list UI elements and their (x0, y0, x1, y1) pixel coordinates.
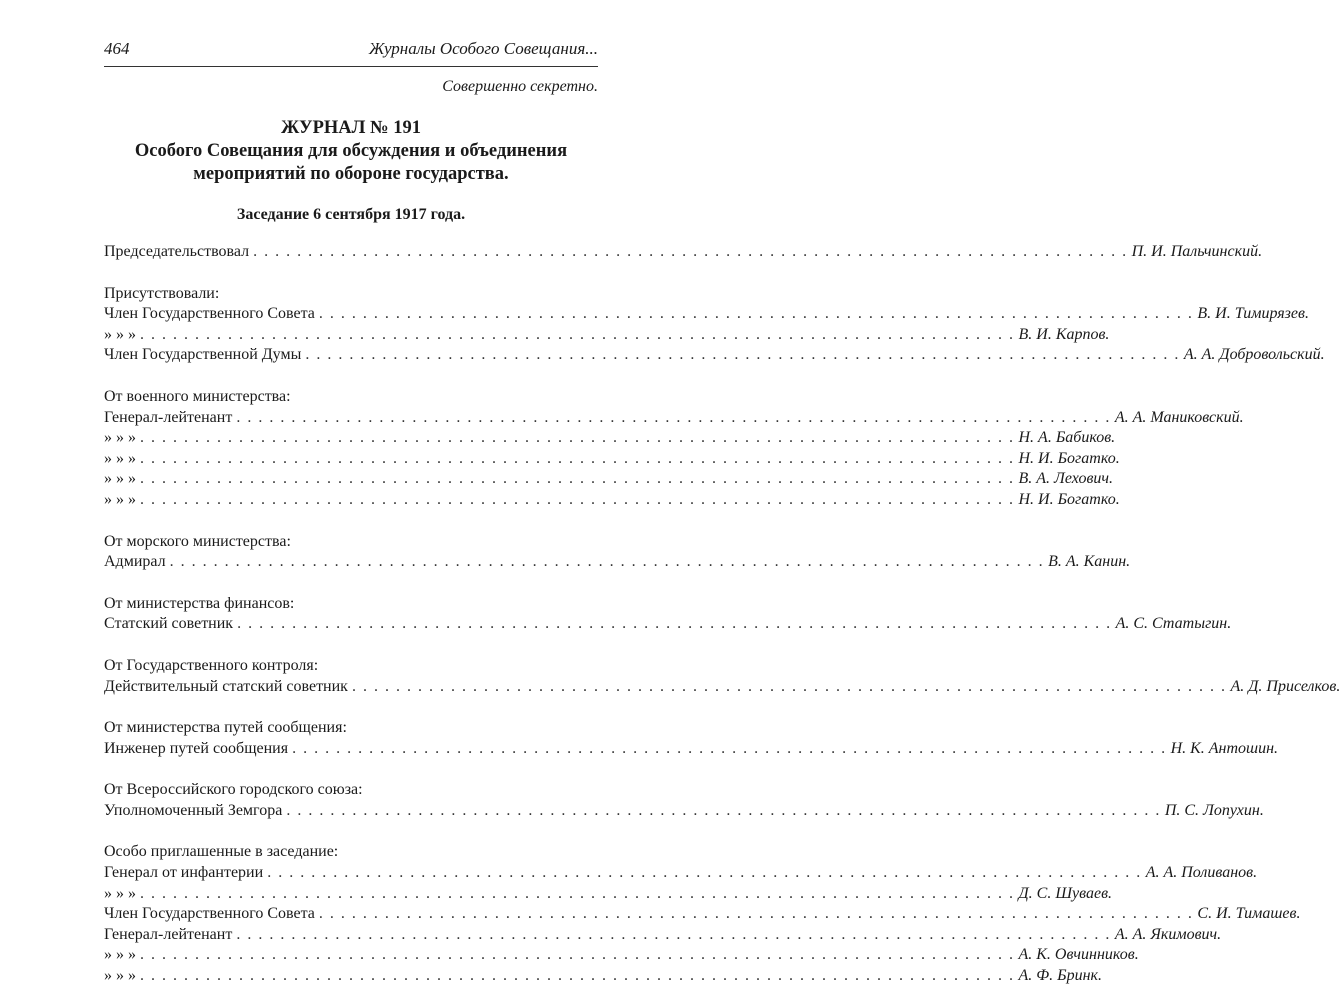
dot-leader: . . . . . . . . . . . . . . . . . . . . . . . . . . . . . . . . . . . . . . . . . . . . . . . . . . . . . . . . . . . . . . . . . . . . . . . . . . . . . . . . (140, 429, 1015, 447)
attendee-position: Генерал от инфантерии (104, 864, 264, 882)
group-heading: Присутствовали: (104, 284, 220, 302)
dot-leader: . . . . . . . . . . . . . . . . . . . . . . . . . . . . . . . . . . . . . . . . . . . . . . . . . . . . . . . . . . . . . . . . . . . . . . . . . . . . . . . . (140, 490, 1015, 508)
dot-leader: . . . . . . . . . . . . . . . . . . . . . . . . . . . . . . . . . . . . . . . . . . . . . . . . . . . . . . . . . . . . . . . . . . . . . . . . . . . . . . . . (318, 905, 1194, 923)
dot-leader: . . . . . . . . . . . . . . . . . . . . . . . . . . . . . . . . . . . . . . . . . . . . . . . . . . . . . . . . . . . . . . . . . . . . . . . . . . . . . . . . (140, 449, 1015, 467)
dot-leader: . . . . . . . . . . . . . . . . . . . . . . . . . . . . . . . . . . . . . . . . . . . . . . . . . . . . . . . . . . . . . . . . . . . . . . . . . . . . . . . . (351, 677, 1227, 695)
dot-leader: . . . . . . . . . . . . . . . . . . . . . . . . . . . . . . . . . . . . . . . . . . . . . . . . . . . . . . . . . . . . . . . . . . . . . . . . . . . . . . . . (253, 243, 1128, 260)
group-heading: От морского министерства: (104, 532, 291, 550)
attendee-position: » » » (104, 490, 136, 508)
group-heading: От министерства финансов: (104, 594, 295, 612)
attendee-row (104, 904, 1301, 925)
attendee-row (104, 884, 1113, 905)
page-number: 464 (104, 39, 130, 58)
attendee-row (104, 490, 1120, 511)
attendee-name: А. Ф. Бринк. (1018, 967, 1102, 985)
attendee-group (104, 718, 1279, 759)
attendee-position: Член Государственного Совета (104, 905, 315, 923)
attendee-group (104, 656, 1340, 697)
attendee-group (104, 594, 1232, 635)
attendee-name: В. А. Лехович. (1018, 470, 1114, 488)
document-heading (104, 117, 598, 186)
attendee-position: Действительный статский советник (104, 677, 348, 695)
group-heading: От Всероссийского городского союза: (104, 781, 363, 799)
attendee-position: » » » (104, 449, 136, 467)
dot-leader: . . . . . . . . . . . . . . . . . . . . . . . . . . . . . . . . . . . . . . . . . . . . . . . . . . . . . . . . . . . . . . . . . . . . . . . . . . . . . . . . (286, 801, 1161, 819)
attendee-position: Генерал-лейтенант (104, 408, 233, 426)
attendee-row (104, 304, 1309, 325)
attendee-row (104, 449, 1120, 470)
attendee-position: » » » (104, 967, 136, 985)
attendee-name: В. А. Канин. (1048, 553, 1131, 571)
dot-leader: . . . . . . . . . . . . . . . . . . . . . . . . . . . . . . . . . . . . . . . . . . . . . . . . . . . . . . . . . . . . . . . . . . . . . . . . . . . . . . . . (236, 925, 1111, 943)
attendee-group (104, 242, 1263, 263)
group-heading: От военного министерства: (104, 387, 291, 405)
attendee-position: Генерал-лейтенант (104, 925, 233, 943)
attendee-group (104, 532, 1131, 573)
attendee-name: Н. К. Антошин. (1170, 739, 1279, 757)
group-heading: От Государственного контроля: (104, 656, 319, 674)
attendee-name: А. А. Поливанов. (1145, 864, 1258, 882)
attendee-name: А. Д. Приселков. (1230, 677, 1340, 695)
attendee-name: С. И. Тимашев. (1197, 905, 1301, 923)
attendee-position: » » » (104, 470, 136, 488)
attendee-group (104, 842, 1301, 986)
attendee-row (104, 325, 1110, 346)
attendee-name: А. К. Овчинников. (1018, 946, 1139, 964)
attendee-position: » » » (104, 325, 136, 343)
group-heading: Особо приглашенные в заседание: (104, 843, 339, 861)
attendee-position: Член Государственного Совета (104, 305, 315, 323)
attendee-position: Адмирал (104, 553, 166, 571)
dot-leader: . . . . . . . . . . . . . . . . . . . . . . . . . . . . . . . . . . . . . . . . . . . . . . . . . . . . . . . . . . . . . . . . . . . . . . . . . . . . . . . . (292, 739, 1167, 757)
dot-leader: . . . . . . . . . . . . . . . . . . . . . . . . . . . . . . . . . . . . . . . . . . . . . . . . . . . . . . . . . . . . . . . . . . . . . . . . . . . . . . . . (140, 884, 1015, 902)
attendee-row (104, 966, 1102, 987)
attendee-position: Статский советник (104, 615, 234, 633)
dot-leader: . . . . . . . . . . . . . . . . . . . . . . . . . . . . . . . . . . . . . . . . . . . . . . . . . . . . . . . . . . . . . . . . . . . . . . . . . . . . . . . . (237, 615, 1112, 633)
classification-mark: Совершенно секретно. (442, 78, 598, 95)
attendee-position: » » » (104, 429, 136, 447)
dot-leader: . . . . . . . . . . . . . . . . . . . . . . . . . . . . . . . . . . . . . . . . . . . . . . . . . . . . . . . . . . . . . . . . . . . . . . . . . . . . . . . . (140, 967, 1015, 985)
heading-line-1: ЖУРНАЛ № 191 (280, 118, 422, 138)
attendee-name: А. А. Якимович. (1114, 925, 1222, 943)
heading-line-3: мероприятий по обороне государства. (193, 164, 509, 184)
attendee-name: А. А. Маниковский. (1114, 408, 1244, 426)
attendee-name: Н. И. Богатко. (1018, 449, 1120, 467)
header-rule (104, 66, 598, 67)
attendee-name: П. И. Пальчинский. (1131, 243, 1263, 260)
dot-leader: . . . . . . . . . . . . . . . . . . . . . . . . . . . . . . . . . . . . . . . . . . . . . . . . . . . . . . . . . . . . . . . . . . . . . . . . . . . . . . . . (305, 346, 1180, 364)
attendee-row (104, 408, 1244, 429)
attendee-name: П. С. Лопухин. (1164, 801, 1264, 819)
group-heading: От министерства путей сообщения: (104, 719, 347, 737)
attendee-row (104, 925, 1222, 946)
attendee-row (104, 428, 1116, 449)
attendee-name: Н. И. Богатко. (1018, 490, 1120, 508)
heading-line-2: Особого Совещания для обсуждения и объединения (134, 141, 568, 161)
attendee-position: Инженер путей сообщения (104, 739, 289, 757)
attendee-position: Член Государственной Думы (104, 346, 302, 364)
attendee-group (104, 387, 1244, 511)
attendee-name: А. С. Статыгин. (1115, 615, 1232, 633)
attendee-position: » » » (104, 884, 136, 902)
dot-leader: . . . . . . . . . . . . . . . . . . . . . . . . . . . . . . . . . . . . . . . . . . . . . . . . . . . . . . . . . . . . . . . . . . . . . . . . . . . . . . . . (140, 470, 1015, 488)
attendee-row (104, 945, 1139, 966)
running-title: Журналы Особого Совещания... (368, 39, 598, 58)
running-head (104, 38, 598, 60)
attendee-position: Председательствовал (104, 243, 250, 260)
attendee-row (104, 863, 1258, 884)
dot-leader: . . . . . . . . . . . . . . . . . . . . . . . . . . . . . . . . . . . . . . . . . . . . . . . . . . . . . . . . . . . . . . . . . . . . . . . . . . . . . . . . (169, 553, 1045, 571)
attendee-group (104, 284, 1325, 366)
attendance-list (104, 242, 1340, 1008)
session-date: Заседание 6 сентября 1917 года. (236, 206, 466, 223)
attendee-row (104, 552, 1131, 573)
attendee-row (104, 614, 1232, 635)
attendee-group (104, 780, 1264, 821)
attendee-name: Н. А. Бабиков. (1018, 429, 1116, 447)
attendee-name: А. А. Добровольский. (1183, 346, 1325, 364)
attendee-row (104, 801, 1264, 822)
attendee-row (104, 345, 1325, 366)
attendee-position: » » » (104, 946, 136, 964)
dot-leader: . . . . . . . . . . . . . . . . . . . . . . . . . . . . . . . . . . . . . . . . . . . . . . . . . . . . . . . . . . . . . . . . . . . . . . . . . . . . . . . . (318, 305, 1194, 323)
attendee-row (104, 739, 1279, 760)
dot-leader: . . . . . . . . . . . . . . . . . . . . . . . . . . . . . . . . . . . . . . . . . . . . . . . . . . . . . . . . . . . . . . . . . . . . . . . . . . . . . . . . (236, 408, 1111, 426)
attendee-row (104, 242, 1263, 263)
attendee-name: Д. С. Шуваев. (1018, 884, 1113, 902)
attendee-name: В. И. Карпов. (1018, 325, 1110, 343)
attendee-row (104, 677, 1340, 698)
dot-leader: . . . . . . . . . . . . . . . . . . . . . . . . . . . . . . . . . . . . . . . . . . . . . . . . . . . . . . . . . . . . . . . . . . . . . . . . . . . . . . . . (267, 864, 1142, 882)
attendee-row (104, 469, 1114, 490)
attendee-position: Уполномоченный Земгора (104, 801, 283, 819)
attendee-name: В. И. Тимирязев. (1197, 305, 1309, 323)
dot-leader: . . . . . . . . . . . . . . . . . . . . . . . . . . . . . . . . . . . . . . . . . . . . . . . . . . . . . . . . . . . . . . . . . . . . . . . . . . . . . . . . (140, 946, 1015, 964)
dot-leader: . . . . . . . . . . . . . . . . . . . . . . . . . . . . . . . . . . . . . . . . . . . . . . . . . . . . . . . . . . . . . . . . . . . . . . . . . . . . . . . . (140, 325, 1015, 343)
